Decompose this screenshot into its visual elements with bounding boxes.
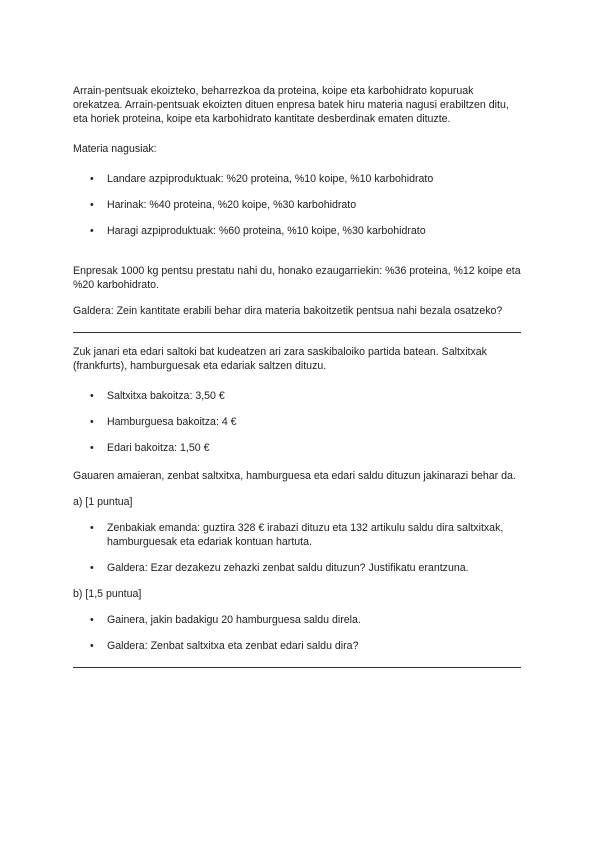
part-b-list [73, 613, 523, 653]
list-item [73, 198, 523, 212]
bullet-icon: • [90, 522, 94, 534]
section1-requirement: Enpresak 1000 kg pentsu prestatu nahi du, honako ezaugarriekin: %36 proteina, %12 koipe eta %20 karbohidrato. [73, 265, 521, 291]
bullet-icon: • [90, 225, 94, 237]
material-text: Harinak: %40 proteina, %20 koipe, %30 karbohidrato [107, 199, 357, 211]
divider-line [73, 332, 521, 333]
bullet-icon: • [90, 614, 94, 626]
bullet-icon: • [90, 199, 94, 211]
material-text: Haragi azpiproduktuak: %60 proteina, %10 koipe, %30 karbohidrato [107, 225, 426, 237]
materials-list [73, 172, 523, 238]
price-text: Hamburguesa bakoitza: 4 € [107, 416, 237, 428]
part-a-text: Galdera: Ezar dezakezu zehazki zenbat saldu dituzun? Justifikatu erantzuna. [107, 562, 469, 574]
material-text: Landare azpiproduktuak: %20 proteina, %10 koipe, %10 karbohidrato [107, 173, 434, 185]
price-text: Edari bakoitza: 1,50 € [107, 442, 210, 454]
divider-line [73, 667, 521, 668]
part-b-text: Galdera: Zenbat saltxitxa eta zenbat edari saldu dira? [107, 640, 359, 652]
bullet-icon: • [90, 442, 94, 454]
materials-heading: Materia nagusiak: [73, 143, 157, 155]
list-item [73, 613, 523, 627]
list-item [73, 639, 523, 653]
bullet-icon: • [90, 173, 94, 185]
bullet-icon: • [90, 562, 94, 574]
document-content [73, 84, 523, 668]
section2-task: Gauaren amaieran, zenbat saltxitxa, hamburguesa eta edari saldu dituzun jakinarazi behar da. [73, 470, 516, 482]
list-item [73, 561, 523, 575]
prices-list [73, 389, 523, 455]
bullet-icon: • [90, 416, 94, 428]
part-a-label: a) [1 puntua] [73, 496, 133, 508]
price-text: Saltxitxa bakoitza: 3,50 € [107, 390, 225, 402]
list-item [73, 415, 523, 429]
list-item [73, 521, 523, 549]
part-b-text: Gainera, jakin badakigu 20 hamburguesa saldu direla. [107, 614, 361, 626]
section1-intro: Arrain-pentsuak ekoizteko, beharrezkoa da proteina, koipe eta karbohidrato kopuruak orekatzea. Arrain-pentsuak ekoizten dituen enpresa batek hiru materia nagusi erabiltzen ditu, eta horiek proteina, koipe eta karbohidrato kantitate desberdinak ematen dituzte. [73, 85, 509, 125]
part-b-label: b) [1,5 puntua] [73, 588, 142, 600]
section1-question: Galdera: Zein kantitate erabili behar dira materia bakoitzetik pentsua nahi bezala osatzeko? [73, 305, 503, 317]
bullet-icon: • [90, 640, 94, 652]
part-a-text: Zenbakiak emanda: guztira 328 € irabazi dituzu eta 132 artikulu saldu dira saltxitxak, hamburguesak eta edariak kontuan hartuta. [107, 522, 504, 548]
section2-intro: Zuk janari eta edari saltoki bat kudeatzen ari zara saskibaloiko partida batean. Saltxitxak (frankfurts), hamburguesak eta edariak saltzen dituzu. [73, 346, 487, 372]
list-item [73, 172, 523, 186]
part-a-list [73, 521, 523, 575]
bullet-icon: • [90, 390, 94, 402]
list-item [73, 389, 523, 403]
list-item [73, 441, 523, 455]
list-item [73, 224, 523, 238]
